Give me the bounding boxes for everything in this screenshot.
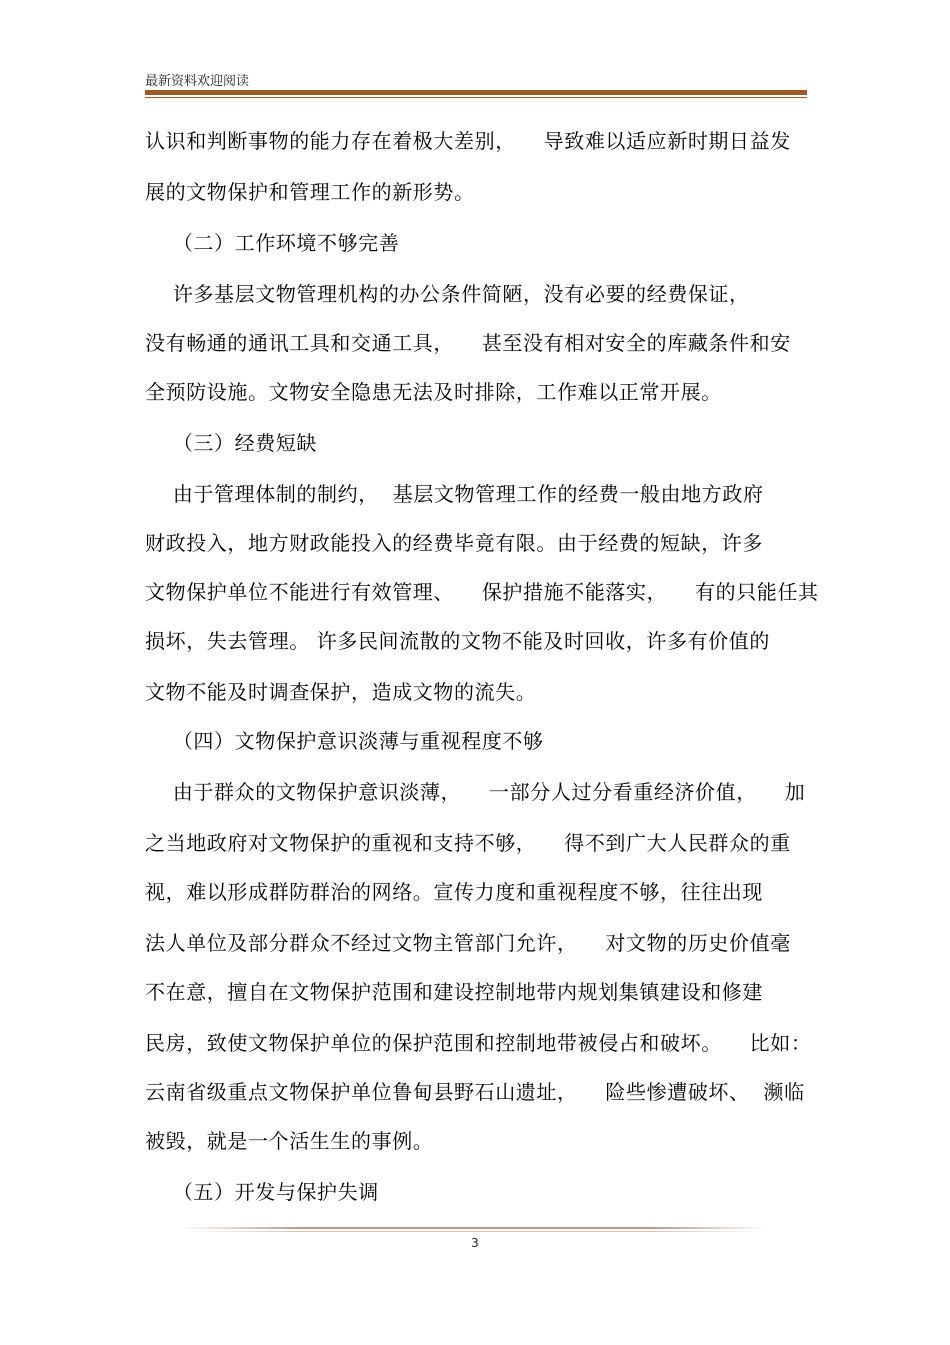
page-number: 3 (471, 1236, 479, 1250)
header-text: 最新资料欢迎阅读 (145, 74, 250, 89)
text-line: 认识和判断事物的能力存在着极大差别， 导致难以适应新时期日益发 (145, 129, 791, 153)
footer-rule (182, 1227, 768, 1229)
section-heading: （四）文物保护意识淡薄与重视程度不够 (145, 729, 544, 753)
text-line: 视，难以形成群防群治的网络。宣传力度和重视程度不够，往往出现 (145, 880, 763, 904)
text-line: 不在意，擅自在文物保护范围和建设控制地带内规划集镇建设和修建 (145, 980, 763, 1004)
text-line: 被毁，就是一个活生生的事例。 (145, 1129, 434, 1153)
text-line: 法人单位及部分群众不经过文物主管部门允许， 对文物的历史价值毫 (145, 931, 791, 955)
text-line: 之当地政府对文物保护的重视和支持不够， 得不到广大人民群众的重 (145, 831, 791, 855)
header-rule-thin (145, 97, 807, 98)
section-heading: （二）工作环境不够完善 (145, 231, 400, 255)
text-line: 展的文物保护和管理工作的新形势。 (145, 180, 475, 204)
section-heading: （五）开发与保护失调 (145, 1180, 379, 1204)
text-line: 文物保护单位不能进行有效管理、 保护措施不能落实， 有的只能任其 (145, 580, 819, 604)
text-line: 民房，致使文物保护单位的保护范围和控制地带被侵占和破坏。 比如： (145, 1031, 812, 1055)
text-line: 由于群众的文物保护意识淡薄， 一部分人过分看重经济价值， 加 (145, 780, 806, 804)
text-line: 文物不能及时调查保护，造成文物的流失。 (145, 680, 537, 704)
section-heading: （三）经费短缺 (145, 431, 318, 455)
text-line: 许多基层文物管理机构的办公条件简陋，没有必要的经费保证， (145, 282, 750, 306)
footer-rule-thin (182, 1231, 768, 1232)
text-line: 没有畅通的通讯工具和交通工具， 甚至没有相对安全的库藏条件和安 (145, 331, 791, 355)
text-line: 全预防设施。文物安全隐患无法及时排除，工作难以正常开展。 (145, 380, 722, 404)
text-line: 损坏，失去管理。 许多民间流散的文物不能及时回收，许多有价值的 (145, 629, 770, 653)
header-rule (145, 90, 807, 95)
text-line: 云南省级重点文物保护单位鲁甸县野石山遗址， 险些惨遭破坏、 濒临 (145, 1080, 805, 1104)
text-line: 财政投入，地方财政能投入的经费毕竟有限。由于经费的短缺，许多 (145, 531, 763, 555)
text-line: 由于管理体制的制约， 基层文物管理工作的经费一般由地方政府 (145, 482, 764, 506)
